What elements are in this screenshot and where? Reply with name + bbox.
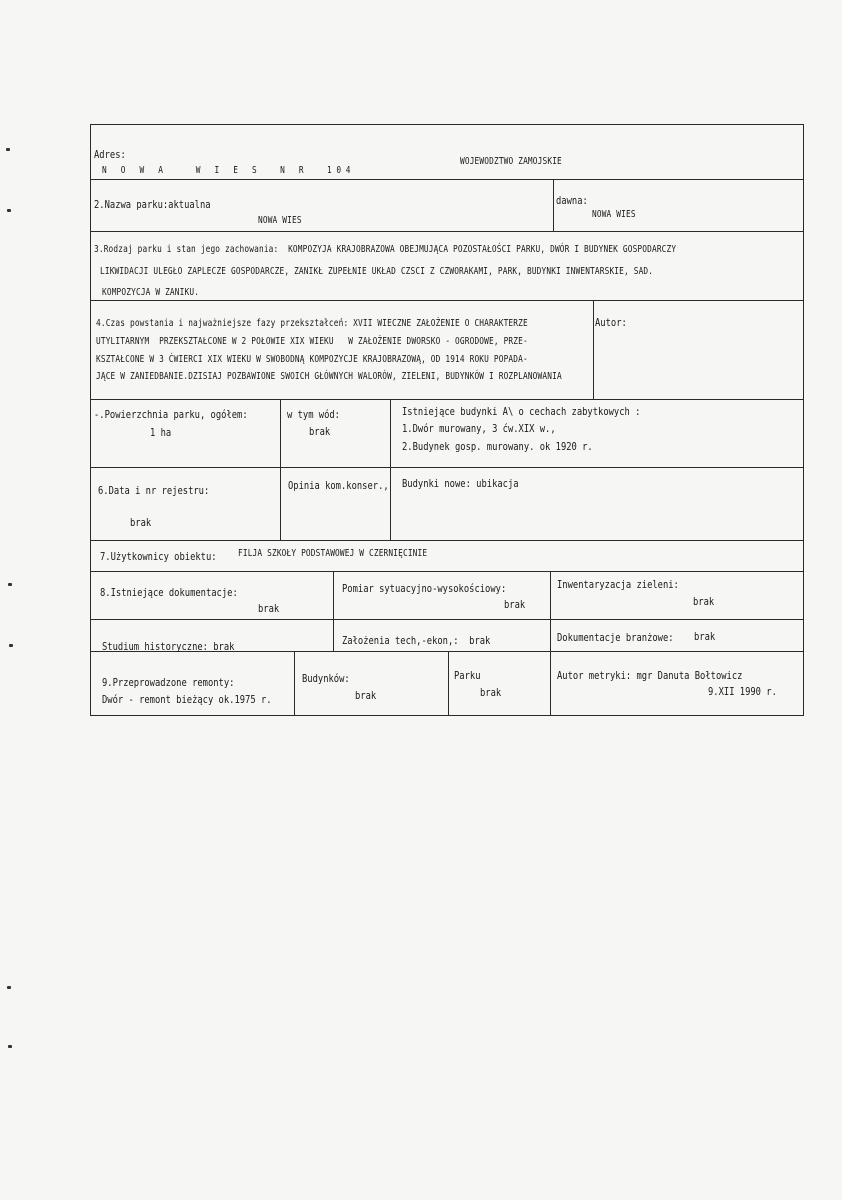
row-divider	[90, 467, 804, 468]
autor-metryki: Autor metryki: mgr Danuta Bołtowicz	[557, 669, 743, 682]
col-divider	[280, 399, 281, 540]
col-divider	[550, 651, 551, 715]
branzowe-label: Dokumentacje branżowe:	[557, 631, 674, 644]
nazwa-dawna-label: dawna:	[556, 194, 588, 207]
frame-right	[803, 124, 804, 716]
czas-line: 4.Czas powstania i najważniejsze fazy przekształceń: XVII WIECZNE ZAŁOŻENIE O CHARAKTERZE	[96, 318, 528, 329]
zalozenia: Założenia tech,-ekon,: brak	[342, 634, 491, 647]
frame-left	[90, 124, 91, 716]
rodzaj-line: LIKWIDACJI ULEGŁO ZAPLECZE GOSPODARCZE, ZANIKŁ ZUPEŁNIE UKŁAD CZSCI Z CZWORAKAMI, PARK, BUDYNKI INWENTARSKIE, SAD.	[100, 266, 654, 277]
uzytkownicy-value: FILJA SZKOŁY PODSTAWOWEJ W CZERNIĘCINIE	[238, 548, 428, 559]
margin-mark	[7, 209, 11, 212]
row-divider	[90, 399, 804, 400]
autor-label: Autor:	[595, 316, 627, 329]
powierzchnia-value: 1 ha	[150, 426, 172, 439]
pomiar-value: brak	[504, 598, 526, 611]
margin-mark	[8, 583, 12, 586]
budynki-nowe-label: Budynki nowe: ubikacja	[402, 477, 519, 490]
czas-line: KSZTAŁCONE W 3 ĆWIERCI XIX WIEKU W SWOBODNĄ KOMPOZYCJE KRAJOBRAZOWĄ, OD 1914 ROKU POPADA-	[96, 354, 528, 365]
col-divider	[550, 571, 551, 651]
dokumentacje-label: 8.Istniejące dokumentacje:	[100, 586, 238, 599]
budynki-istniejace-label: Istniejące budynki A\ o cechach zabytkowych :	[402, 405, 641, 418]
row-divider	[90, 179, 804, 180]
rejestr-label: 6.Data i nr rejestru:	[98, 484, 210, 497]
budynek-item: 2.Budynek gosp. murowany. ok 1920 r.	[402, 440, 593, 453]
remonty-label: 9.Przeprowadzone remonty:	[102, 676, 235, 689]
branzowe-value: brak	[694, 630, 716, 643]
col-divider	[390, 399, 391, 540]
budynkow-value: brak	[355, 689, 377, 702]
frame-top	[90, 124, 804, 125]
col-divider	[593, 300, 594, 399]
row-divider	[90, 540, 804, 541]
nazwa-label: 2.Nazwa parku:aktualna	[94, 198, 211, 211]
parku-label: Parku	[454, 669, 481, 682]
budynek-item: 1.Dwór murowany, 3 ćw.XIX w.,	[402, 422, 556, 435]
rodzaj-line: KOMPOZYCJA W ZANIKU.	[102, 287, 200, 298]
uzytkownicy-label: 7.Użytkownicy obiektu:	[100, 550, 217, 563]
rejestr-value: brak	[130, 516, 152, 529]
margin-mark	[8, 1045, 12, 1048]
czas-line: UTYLITARNYM PRZEKSZTAŁCONE W 2 POŁOWIE XIX WIEKU W ZAŁOŻENIE DWORSKO - OGRODOWE, PRZE-	[96, 336, 528, 347]
parku-value: brak	[480, 686, 502, 699]
row-divider	[90, 231, 804, 232]
margin-mark	[7, 986, 11, 989]
wojewodztwo: WOJEWODZTWO ZAMOJSKIE	[460, 156, 562, 167]
dokumentacje-value: brak	[258, 602, 280, 615]
row-divider	[90, 300, 804, 301]
remonty-value: Dwór - remont bieżący ok.1975 r.	[102, 693, 272, 706]
powierzchnia-label: -.Powierzchnia parku, ogółem:	[94, 408, 248, 421]
col-divider	[333, 571, 334, 651]
adres-label: Adres:	[94, 148, 126, 161]
studium: Studium historyczne: brak	[102, 640, 235, 653]
row-divider	[90, 619, 804, 620]
opinia-label: Opinia kom.konser.,	[288, 479, 389, 492]
col-divider	[448, 651, 449, 715]
data-metryki: 9.XII 1990 r.	[708, 685, 777, 698]
pomiar-label: Pomiar sytuacyjno-wysokościowy:	[342, 582, 507, 595]
rodzaj-line: 3.Rodzaj parku i stan jego zachowania: KOMPOZYJA KRAJOBRAZOWA OBEJMUJĄCA POZOSTAŁOŚCI PARKU, DWÓR I BUDYNEK GOSPODARCZY	[94, 244, 677, 255]
czas-line: JĄCE W ZANIEDBANIE.DZISIAJ POZBAWIONE SWOICH GŁÓWNYCH WALORÓW, ZIELENI, BUDYNKÓW I ROZPLANOWANIA	[96, 371, 562, 382]
inwentaryzacja-value: brak	[693, 595, 715, 608]
park-record-form	[90, 124, 804, 716]
woda-label: w tym wód:	[287, 408, 340, 421]
adres-value: N O W A W I E S N R 104	[102, 165, 356, 176]
col-divider	[294, 651, 295, 715]
budynkow-label: Budynków:	[302, 672, 350, 685]
frame-bottom	[90, 715, 804, 716]
col-divider	[553, 179, 554, 231]
inwentaryzacja-label: Inwentaryzacja zieleni:	[557, 578, 679, 591]
margin-mark	[6, 148, 10, 151]
woda-value: brak	[309, 425, 331, 438]
margin-mark	[9, 644, 13, 647]
row-divider	[90, 571, 804, 572]
nazwa-dawna: NOWA WIES	[592, 209, 636, 220]
nazwa-aktualna: NOWA WIES	[258, 215, 302, 226]
